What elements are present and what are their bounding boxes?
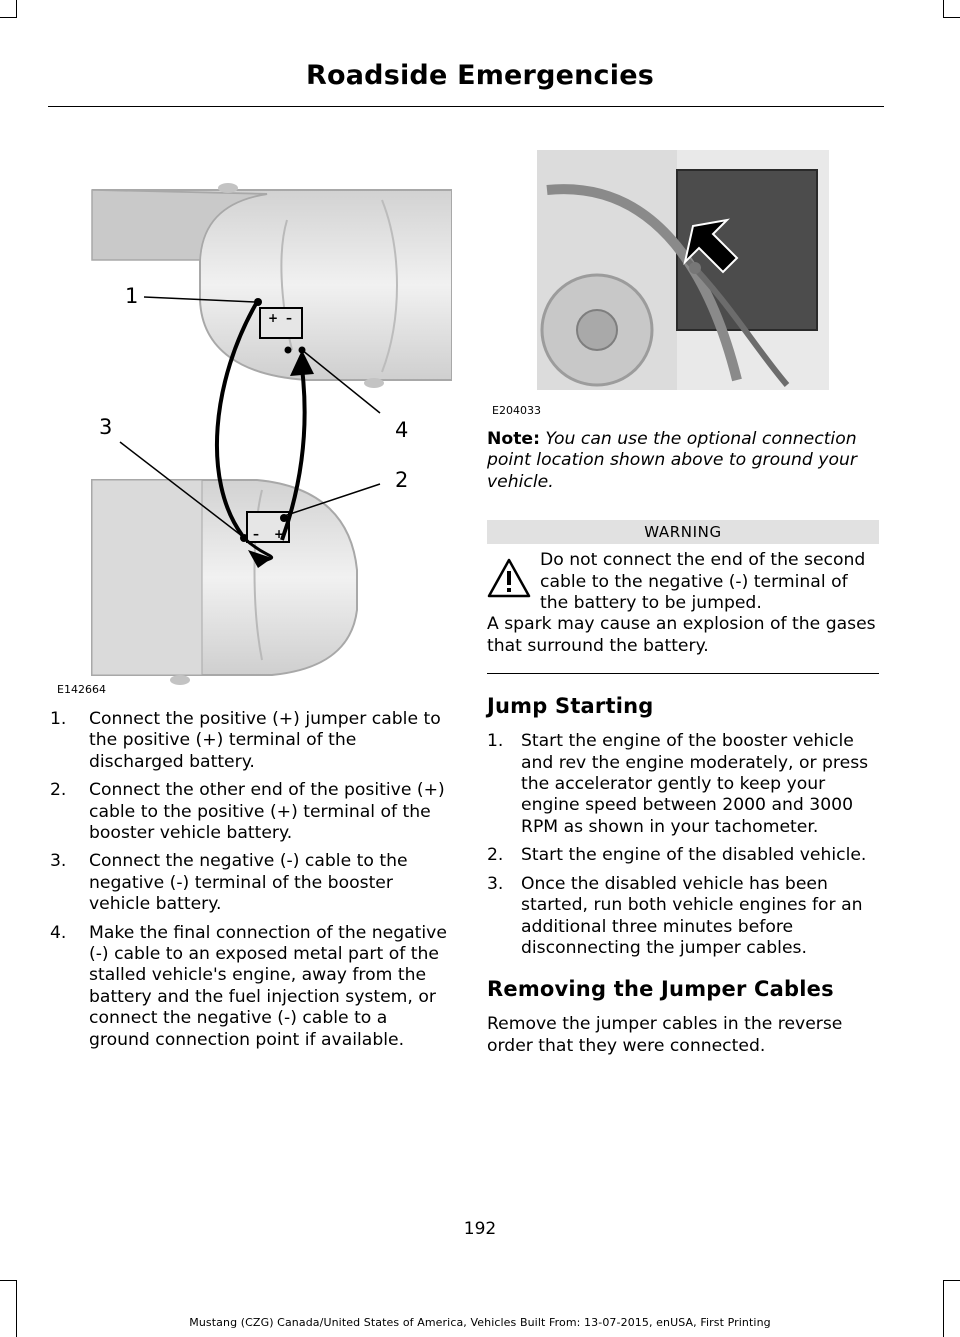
crop-mark <box>943 17 960 18</box>
figure-code: E204033 <box>492 404 541 417</box>
header-divider <box>48 106 884 107</box>
callout-4: 4 <box>395 418 409 442</box>
figure-code: E142664 <box>57 683 106 696</box>
step-number: 3. <box>487 873 504 894</box>
svg-text:+: + <box>274 527 285 541</box>
step-text: Connect the other end of the positive (+) cable to the positive (+) terminal of the booster vehicle battery. <box>89 780 445 844</box>
callout-3: 3 <box>99 415 113 439</box>
ground-point-photo-svg <box>487 150 879 418</box>
warning-divider <box>487 673 879 674</box>
page-number: 192 <box>463 1219 497 1239</box>
step-text: Make the final connection of the negative (-) cable to an exposed metal part of the stalled vehicle's engine, away from the battery and the fuel injection system, or connect the negative (-) cable to a ground connection point if available. <box>89 922 447 1050</box>
svg-text:–: – <box>253 527 259 541</box>
disabled-vehicle <box>92 183 452 388</box>
removing-text: Remove the jumper cables in the reverse order that they were connected. <box>487 1014 843 1056</box>
connection-steps <box>50 709 450 1058</box>
crop-mark <box>943 1280 960 1281</box>
crop-mark <box>16 0 17 18</box>
page-footer: Mustang (CZG) Canada/United States of America, Vehicles Built From: 13-07-2015, enUSA, First Printing <box>189 1316 771 1329</box>
list-item <box>487 845 879 866</box>
ground-point-photo <box>487 150 879 418</box>
step-number: 2. <box>50 780 67 801</box>
step-number: 3. <box>50 851 67 872</box>
step-text: Start the engine of the disabled vehicle. <box>521 845 867 866</box>
step-text: Once the disabled vehicle has been started, run both vehicle engines for an additional three minutes before disconnecting the jumper cables. <box>521 873 863 958</box>
list-item <box>487 874 879 960</box>
step-number: 4. <box>50 922 67 943</box>
page-title: Roadside Emergencies <box>306 60 654 91</box>
note-text: You can use the optional connection point location shown above to ground your vehicle. <box>487 429 857 492</box>
list-item <box>50 780 450 844</box>
warning-box <box>487 550 879 657</box>
jumper-cable-diagram <box>52 150 452 698</box>
warning-text: Do not connect the end of the second cable to the negative (-) terminal of the battery to be jumped. <box>540 550 866 614</box>
list-item <box>50 923 450 1051</box>
list-item <box>50 851 450 915</box>
step-text: Connect the positive (+) jumper cable to the positive (+) terminal of the discharged battery. <box>89 709 441 772</box>
step-text: Start the engine of the booster vehicle and rev the engine moderately, or press the accelerator gently to keep your engine speed between 2000 and 3000 RPM as shown in your tachometer. <box>521 731 869 837</box>
svg-text:+: + <box>268 311 279 325</box>
right-column <box>487 429 879 1057</box>
note-label: Note: <box>487 429 540 449</box>
crop-mark <box>0 17 17 18</box>
callout-2: 2 <box>395 468 409 492</box>
note <box>487 429 879 493</box>
warning-triangle-icon <box>487 558 531 598</box>
warning-header: WARNING <box>487 520 879 544</box>
section-heading-removing-cables: Removing the Jumper Cables <box>487 977 834 1002</box>
step-number: 2. <box>487 845 504 866</box>
crop-mark <box>943 0 944 18</box>
step-number: 1. <box>487 731 504 752</box>
warning-text-continued: A spark may cause an explosion of the gases that surround the battery. <box>487 614 876 656</box>
list-item <box>487 731 879 838</box>
step-number: 1. <box>50 709 67 729</box>
callout-1: 1 <box>125 284 139 308</box>
crop-mark <box>0 1280 17 1281</box>
section-heading-jump-starting: Jump Starting <box>487 694 654 719</box>
list-item <box>50 709 450 773</box>
step-text: Connect the negative (-) cable to the negative (-) terminal of the booster vehicle battery. <box>89 851 408 915</box>
booster-vehicle <box>92 480 357 685</box>
svg-text:–: – <box>286 311 292 325</box>
